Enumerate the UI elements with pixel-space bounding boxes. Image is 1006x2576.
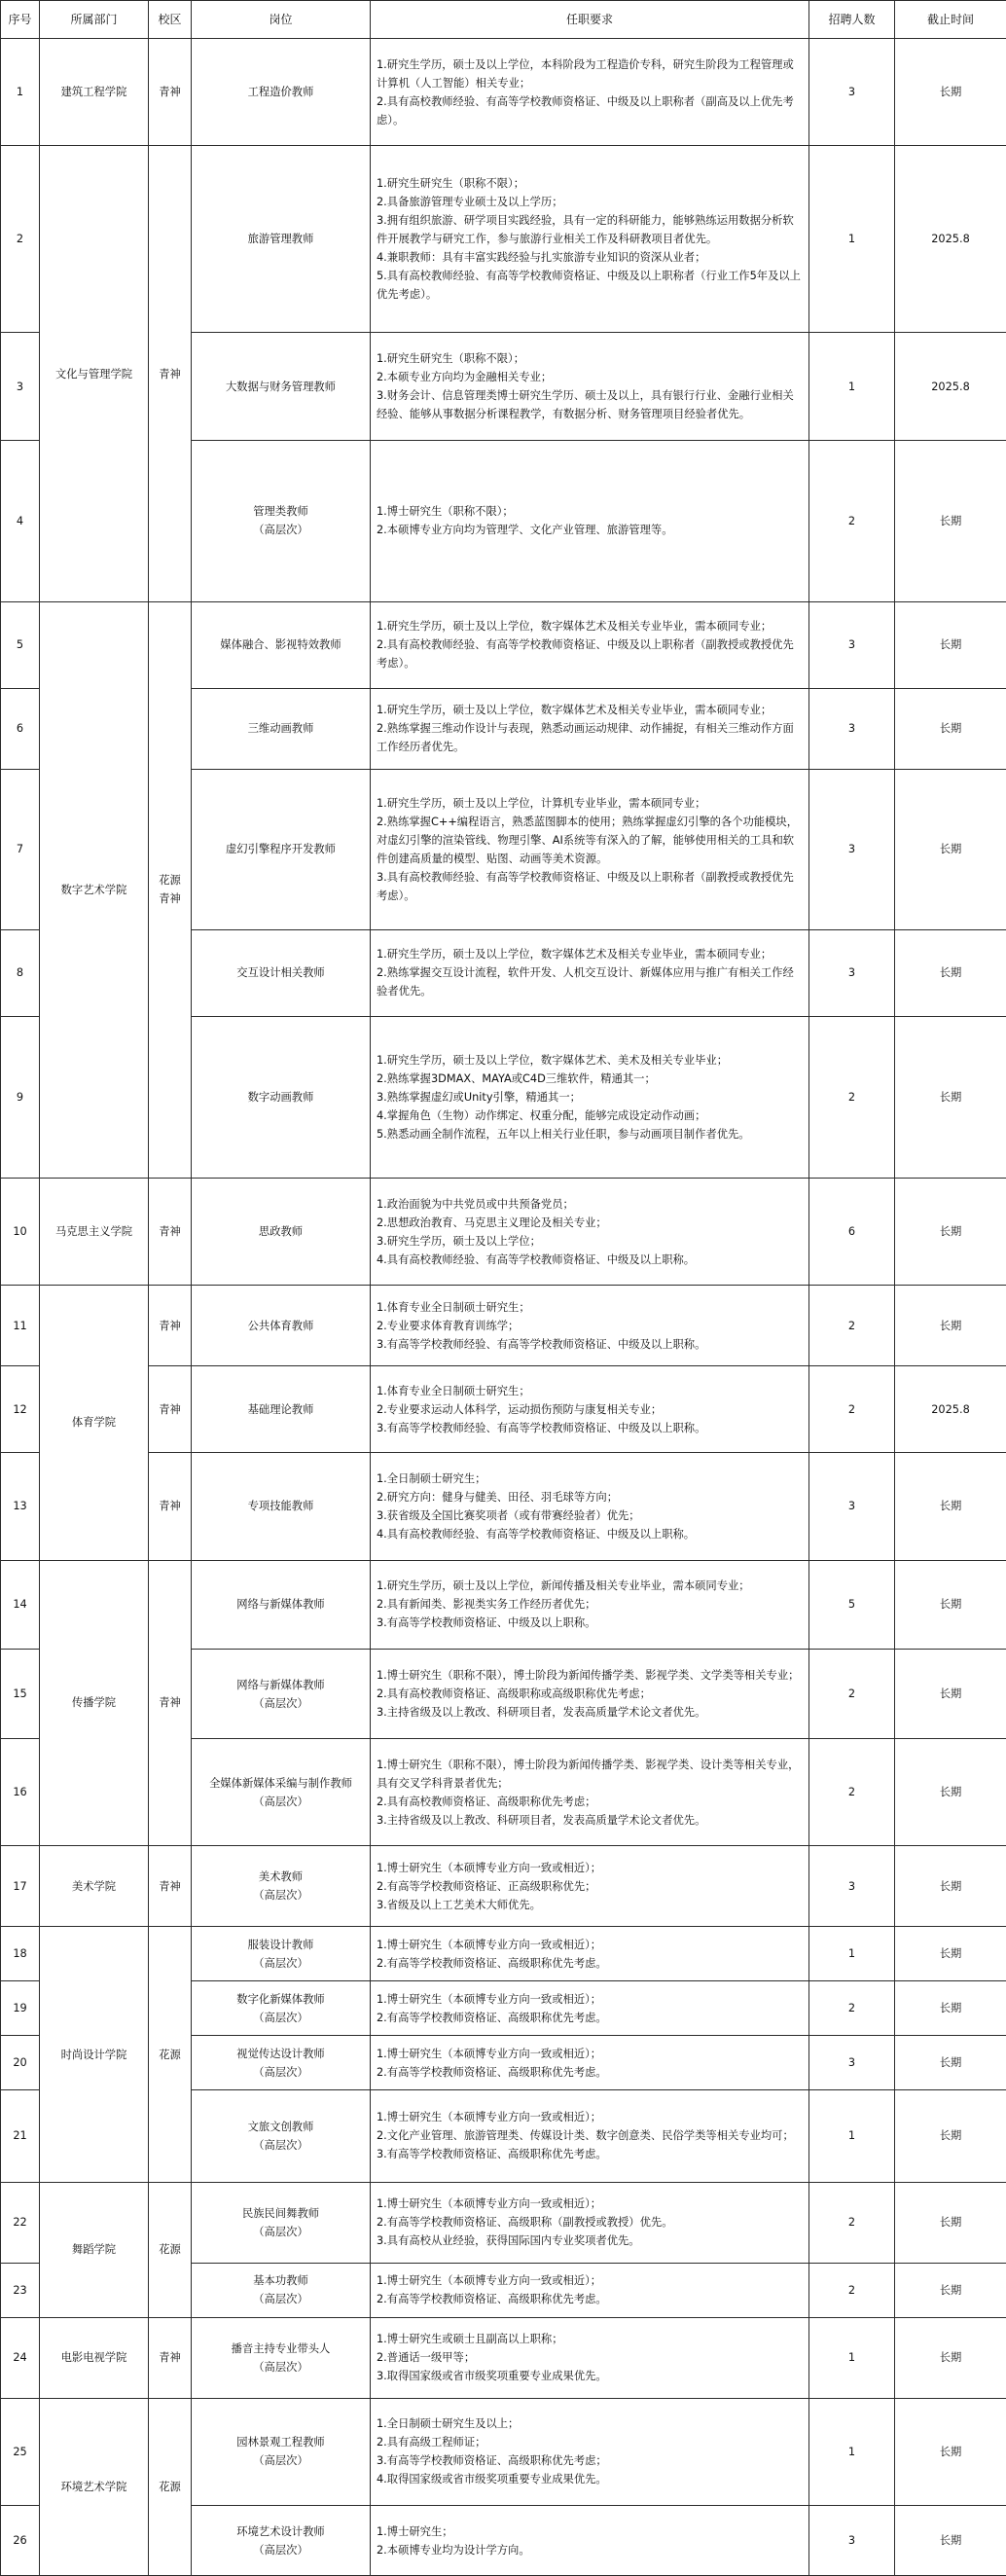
requirement-line: 3.省级及以上工艺美术大师优先。 [377,1898,541,1911]
count-cell: 1 [809,333,895,440]
requirement-line: 3.具有高校从业经验，获得国际国内专业奖项者优先。 [377,2234,640,2248]
row-number-cell: 26 [1,2506,40,2576]
requirements-cell [371,1650,809,1739]
requirement-line: 2.具有高校教师经验、有高等学校教师资格证、中级及以上职称者（副教授或教授优先考虑）。 [377,638,794,671]
department-cell: 体育学院 [40,1286,149,1560]
department-cell: 电影电视学院 [40,2317,149,2398]
table-row [1,146,1006,333]
requirement-line: 1.博士研究生（本硕博专业方向一致或相近）； [377,1992,602,2006]
table-row [1,1453,1006,1560]
position-level: （高层次） [253,524,308,537]
requirement-line: 4.掌握角色（生物）动作绑定、权重分配，能够完成设定动作动画； [377,1108,706,1122]
position-name: 数字化新媒体教师 [236,1992,325,2006]
deadline-cell: 长期 [895,2090,1006,2183]
requirements-cell [371,2090,809,2183]
deadline-cell: 2025.8 [895,1366,1006,1453]
requirement-line: 3.具有高校教师经验、有高等学校教师资格证、中级及以上职称者（副教授或教授优先考虑）。 [377,870,794,902]
table-row [1,2182,1006,2263]
requirement-line: 1.博士研究生； [377,2524,453,2538]
position-cell [192,1846,371,1927]
campus-cell: 青神 [149,1453,192,1560]
count-cell: 2 [809,440,895,601]
position-level: （高层次） [253,2065,308,2079]
requirement-line: 2.本硕博专业方向均为管理学、文化产业管理、旅游管理等。 [377,524,673,537]
department-cell: 传播学院 [40,1560,149,1846]
position-level: （高层次） [253,1956,308,1970]
campus-cell: 花源 [149,2182,192,2317]
deadline-cell: 长期 [895,2506,1006,2576]
deadline-cell: 长期 [895,1650,1006,1739]
requirement-line: 1.全日制硕士研究生及以上； [377,2417,520,2431]
position-cell [192,1453,371,1560]
requirement-line: 2.有高等学校教师资格证、正高级职称优先； [377,1879,596,1893]
requirement-line: 3.有高等学校教师资格证、高级职称优先考虑； [377,2454,607,2468]
requirement-line: 1.研究生学历，硕士及以上学位，计算机专业毕业，需本硕同专业； [377,796,706,810]
position-name: 旅游管理教师 [247,233,314,246]
position-cell [192,1560,371,1650]
department-cell: 美术学院 [40,1846,149,1927]
requirements-cell [371,2036,809,2090]
header-deadline: 截止时间 [895,1,1006,39]
requirements-cell [371,2182,809,2263]
deadline-cell: 长期 [895,1927,1006,1981]
deadline-cell: 长期 [895,39,1006,146]
count-cell: 2 [809,1981,895,2036]
table-row [1,1178,1006,1285]
requirement-line: 3.拥有组织旅游、研学项目实践经验，具有一定的科研能力，能够熟练运用数据分析软件开展教学与研究工作，参与旅游行业相关工作及科研教项目者优先。 [377,214,794,246]
campus-cell: 青神 [149,2317,192,2398]
requirement-line: 2.本硕博专业均为设计学方向。 [377,2543,530,2557]
requirement-line: 1.研究生学历，硕士及以上学位，数字媒体艺术及相关专业毕业，需本硕同专业； [377,948,772,961]
requirement-line: 2.专业要求体育教育训练学； [377,1319,520,1332]
requirement-line: 1.全日制硕士研究生； [377,1471,486,1485]
position-name: 视觉传达设计教师 [236,2047,325,2060]
department-cell: 数字艺术学院 [40,601,149,1178]
requirement-line: 2.熟练掌握C++编程语言，熟悉蓝图脚本的使用；熟练掌握虚幻引擎的各个功能模块，对虚幻引擎的渲染管线、物理引擎、AI系统等有深入的了解，能够使用相关的工具和软件创建高质量的模型、贴图、动画等美术资源。 [377,815,798,865]
row-number-cell: 12 [1,1366,40,1453]
requirement-line: 2.熟练掌握交互设计流程，软件开发、人机交互设计、新媒体应用与推广有相关工作经验者优先。 [377,966,794,998]
requirement-line: 1.研究生学历，硕士及以上学位，数字媒体艺术、美术及相关专业毕业； [377,1053,728,1067]
requirement-line: 4.具有高校教师经验、有高等学校教师资格证、中级及以上职称。 [377,1527,696,1541]
position-name: 网络与新媒体教师 [236,1598,325,1612]
requirement-line: 2.有高等学校教师资格证、高级职称优先考虑。 [377,2011,607,2024]
requirements-cell [371,2263,809,2317]
table-row [1,39,1006,146]
campus-cell: 花源 [149,1927,192,2182]
requirement-line: 2.本硕专业方向均为金融相关专业； [377,371,553,384]
count-cell: 2 [809,1366,895,1453]
position-name: 播音主持专业带头人 [231,2341,331,2355]
requirement-line: 5.熟悉动画全制作流程，五年以上相关行业任职，参与动画项目制作者优先。 [377,1127,750,1141]
deadline-cell: 长期 [895,1560,1006,1650]
campus-cell: 花源 青神 [149,601,192,1178]
position-cell [192,1981,371,2036]
requirement-line: 2.有高等学校教师资格证、高级职称优先考虑。 [377,1956,607,1970]
position-name: 基本功教师 [253,2274,308,2288]
requirements-cell [371,929,809,1016]
requirements-cell [371,1178,809,1285]
deadline-cell: 长期 [895,440,1006,601]
requirement-line: 1.博士研究生（职称不限），博士阶段为新闻传播学类、影视学类、设计类等相关专业，具有交叉学科背景者优先； [377,1758,800,1790]
requirement-line: 1.研究生学历，硕士及以上学位，本科阶段为工程造价专科，研究生阶段为工程管理或计算机（人工智能）相关专业； [377,57,794,90]
requirement-line: 1.研究生学历，硕士及以上学位，数字媒体艺术及相关专业毕业，需本硕同专业； [377,704,772,717]
position-name: 美术教师 [258,1870,304,1884]
department-cell: 马克思主义学院 [40,1178,149,1285]
requirement-line: 2.具备旅游管理专业硕士及以上学历； [377,196,563,209]
row-number-cell: 24 [1,2317,40,2398]
position-name: 文旅文创教师 [247,2120,314,2133]
header-count: 招聘人数 [809,1,895,39]
campus-cell: 青神 [149,1178,192,1285]
requirements-cell [371,2317,809,2398]
header-campus: 校区 [149,1,192,39]
row-number-cell: 6 [1,688,40,769]
requirement-line: 1.体育专业全日制硕士研究生； [377,1384,530,1397]
position-cell [192,769,371,929]
requirement-line: 4.取得国家级或省市级奖项重要专业成果优先。 [377,2473,607,2486]
position-cell [192,146,371,333]
table-row [1,1286,1006,1366]
count-cell: 2 [809,2263,895,2317]
requirement-line: 2.熟练掌握3DMAX、MAYA或C4D三维软件，精通其一； [377,1071,656,1085]
position-name: 虚幻引擎程序开发教师 [226,843,336,856]
position-level: （高层次） [253,2454,308,2468]
requirement-line: 3.财务会计、信息管理类博士研究生学历、硕士及以上，具有银行行业、金融行业相关经验、能够从事数据分析课程教学，有数据分析、财务管理项目经验者优先。 [377,389,794,421]
count-cell: 6 [809,1178,895,1285]
position-cell [192,2263,371,2317]
campus-cell: 青神 [149,1846,192,1927]
row-number-cell: 25 [1,2398,40,2505]
count-cell: 1 [809,146,895,333]
position-name: 公共体育教师 [247,1319,314,1332]
requirement-line: 3.熟练掌握虚幻或Unity引擎，精通其一； [377,1090,581,1104]
requirement-line: 1.博士研究生（本硕博专业方向一致或相近）； [377,2274,602,2288]
deadline-cell: 长期 [895,2398,1006,2505]
position-name: 工程造价教师 [247,86,314,99]
requirement-line: 2.具有高校教师资格证、高级职称或高级职称优先考虑； [377,1687,651,1701]
requirement-line: 2.文化产业管理、旅游管理类、传媒设计类、数字创意类、民俗学类等相关专业均可； [377,2129,794,2143]
requirements-cell [371,1927,809,1981]
deadline-cell: 长期 [895,2182,1006,2263]
requirement-line: 3.有高等学校教师资格证、中级及以上职称。 [377,1616,596,1630]
position-cell [192,1650,371,1739]
count-cell: 1 [809,1927,895,1981]
requirement-line: 2.普通话一级甲等； [377,2351,476,2365]
requirement-line: 1.博士研究生或硕士且副高以上职称； [377,2333,563,2346]
position-name: 管理类教师 [253,505,308,519]
department-cell: 时尚设计学院 [40,1927,149,2182]
requirement-line: 3.有高等学校教师经验、有高等学校教师资格证、中级及以上职称。 [377,1337,706,1351]
table-row [1,2398,1006,2505]
count-cell: 3 [809,39,895,146]
deadline-cell: 长期 [895,2263,1006,2317]
row-number-cell: 17 [1,1846,40,1927]
deadline-cell: 2025.8 [895,333,1006,440]
position-cell [192,929,371,1016]
count-cell: 3 [809,1453,895,1560]
requirement-line: 3.主持省级及以上教改、科研项目者，发表高质量学术论文者优先。 [377,1813,706,1827]
count-cell: 2 [809,1016,895,1178]
row-number-cell: 15 [1,1650,40,1739]
row-number-cell: 3 [1,333,40,440]
table-row [1,1366,1006,1453]
requirements-cell [371,2398,809,2505]
requirement-line: 1.研究生学历，硕士及以上学位，数字媒体艺术及相关专业毕业，需本硕同专业； [377,620,772,634]
campus-cell: 青神 [149,39,192,146]
position-cell [192,2182,371,2263]
deadline-cell: 长期 [895,1453,1006,1560]
position-name: 交互设计相关教师 [236,966,325,980]
department-cell: 文化与管理学院 [40,146,149,602]
row-number-cell: 8 [1,929,40,1016]
requirement-line: 2.有高等学校教师资格证、高级职称优先考虑。 [377,2293,607,2306]
row-number-cell: 13 [1,1453,40,1560]
requirement-line: 2.具有高级工程师证； [377,2436,486,2449]
count-cell: 2 [809,1286,895,1366]
row-number-cell: 14 [1,1560,40,1650]
table-row [1,1927,1006,1981]
deadline-cell: 长期 [895,601,1006,688]
position-cell [192,2090,371,2183]
requirement-line: 1.体育专业全日制硕士研究生； [377,1300,530,1314]
position-cell [192,1016,371,1178]
position-level: （高层次） [253,1889,308,1903]
deadline-cell: 长期 [895,1178,1006,1285]
requirement-line: 1.博士研究生（本硕博专业方向一致或相近）； [377,1861,602,1874]
requirement-line: 1.研究生研究生（职称不限）； [377,352,524,366]
count-cell: 1 [809,2090,895,2183]
count-cell: 3 [809,769,895,929]
campus-cell: 青神 [149,1366,192,1453]
requirement-line: 2.思想政治教育、马克思主义理论及相关专业； [377,1215,607,1229]
requirement-line: 2.有高等学校教师资格证、高级职称优先考虑。 [377,2065,607,2079]
header-row [1,1,1006,39]
position-cell [192,2398,371,2505]
header-requirements: 任职要求 [371,1,809,39]
position-cell [192,2506,371,2576]
position-level: （高层次） [253,2225,308,2238]
requirement-line: 2.具有高校教师经验、有高等学校教师资格证、中级及以上职称者（副高及以上优先考虑）。 [377,94,794,127]
position-name: 基础理论教师 [247,1402,314,1416]
requirements-cell [371,1846,809,1927]
deadline-cell: 长期 [895,1016,1006,1178]
row-number-cell: 20 [1,2036,40,2090]
requirement-line: 1.研究生研究生（职称不限）； [377,177,524,191]
requirements-cell [371,333,809,440]
count-cell: 3 [809,2506,895,2576]
requirements-cell [371,1016,809,1178]
requirements-cell [371,39,809,146]
position-cell [192,333,371,440]
deadline-cell: 长期 [895,1286,1006,1366]
row-number-cell: 23 [1,2263,40,2317]
requirement-line: 1.博士研究生（本硕博专业方向一致或相近）； [377,2047,602,2060]
position-name: 网络与新媒体教师 [236,1678,325,1691]
position-cell [192,1286,371,1366]
position-cell [192,688,371,769]
requirements-cell [371,688,809,769]
requirement-line: 3.有高等学校教师经验、有高等学校教师资格证、中级及以上职称。 [377,1421,706,1434]
requirement-line: 2.研究方向：健身与健美、田径、羽毛球等方向； [377,1490,619,1504]
table-row [1,1846,1006,1927]
requirement-line: 3.研究生学历，硕士及以上学位； [377,1234,541,1248]
position-name: 环境艺术设计教师 [236,2524,325,2538]
row-number-cell: 1 [1,39,40,146]
count-cell: 3 [809,929,895,1016]
header-department: 所属部门 [40,1,149,39]
position-name: 三维动画教师 [247,722,314,736]
requirement-line: 1.研究生学历，硕士及以上学位，新闻传播及相关专业毕业，需本硕同专业； [377,1579,750,1593]
requirement-line: 1.博士研究生（职称不限）； [377,505,514,519]
requirement-line: 3.有高等学校教师资格证、高级职称优先考虑。 [377,2148,607,2161]
requirements-cell [371,440,809,601]
position-name: 全媒体新媒体采编与制作教师 [209,1776,352,1790]
position-cell [192,1738,371,1845]
row-number-cell: 10 [1,1178,40,1285]
requirement-line: 3.获省级及全国比赛奖项者（或有带赛经验者）优先； [377,1508,640,1522]
requirement-line: 2.具有新闻类、影视类实务工作经历者优先； [377,1598,596,1612]
position-level: （高层次） [253,2138,308,2152]
requirements-cell [371,1738,809,1845]
requirement-line: 2.有高等学校教师资格证、高级职称（副教授或教授）优先。 [377,2216,673,2230]
department-cell: 舞蹈学院 [40,2182,149,2317]
requirements-cell [371,1453,809,1560]
table-row [1,601,1006,688]
row-number-cell: 16 [1,1738,40,1845]
campus-cell: 花源 [149,2398,192,2575]
count-cell: 1 [809,2317,895,2398]
position-name: 大数据与财务管理教师 [226,380,336,393]
row-number-cell: 11 [1,1286,40,1366]
table-body [1,39,1006,2576]
requirements-cell [371,146,809,333]
deadline-cell: 长期 [895,1738,1006,1845]
deadline-cell: 长期 [895,688,1006,769]
department-cell: 建筑工程学院 [40,39,149,146]
requirements-cell [371,769,809,929]
row-number-cell: 19 [1,1981,40,2036]
count-cell: 5 [809,1560,895,1650]
requirement-line: 2.熟练掌握三维动作设计与表现，熟悉动画运动规律、动作捕捉，有相关三维动作方面工作经历者优先。 [377,722,794,754]
deadline-cell: 长期 [895,769,1006,929]
deadline-cell: 长期 [895,929,1006,1016]
deadline-cell: 长期 [895,1846,1006,1927]
row-number-cell: 7 [1,769,40,929]
count-cell: 2 [809,1738,895,1845]
requirement-line: 1.政治面貌为中共党员或中共预备党员； [377,1197,574,1211]
position-name: 思政教师 [258,1225,304,1239]
position-name: 园林景观工程教师 [236,2436,325,2449]
position-level: （高层次） [253,1795,308,1808]
requirement-line: 1.博士研究生（本硕博专业方向一致或相近）； [377,2111,602,2124]
requirement-line: 2.具有高校教师资格证、高级职称优先考虑； [377,1795,596,1808]
position-name: 媒体融合、影视特效教师 [220,638,341,652]
requirement-line: 4.兼职教师：具有丰富实践经验与扎实旅游专业知识的资深从业者； [377,251,706,265]
position-cell [192,39,371,146]
department-cell: 环境艺术学院 [40,2398,149,2575]
requirements-cell [371,1366,809,1453]
deadline-cell: 长期 [895,2036,1006,2090]
row-number-cell: 22 [1,2182,40,2263]
position-cell [192,1178,371,1285]
row-number-cell: 5 [1,601,40,688]
requirements-cell [371,1560,809,1650]
deadline-cell: 2025.8 [895,146,1006,333]
row-number-cell: 21 [1,2090,40,2183]
table-row [1,2317,1006,2398]
position-level: （高层次） [253,2360,308,2374]
position-level: （高层次） [253,2543,308,2557]
position-cell [192,601,371,688]
requirement-line: 2.专业要求运动人体科学，运动损伤预防与康复相关专业； [377,1402,663,1416]
count-cell: 3 [809,2036,895,2090]
count-cell: 3 [809,688,895,769]
requirement-line: 5.具有高校教师经验、有高等学校教师资格证、中级及以上职称者（行业工作5年及以上优先考虑）。 [377,270,801,302]
requirement-line: 1.博士研究生（本硕博专业方向一致或相近）； [377,1938,602,1951]
requirements-cell [371,601,809,688]
requirements-cell [371,1286,809,1366]
requirement-line: 3.主持省级及以上教改、科研项目者，发表高质量学术论文者优先。 [377,1706,706,1720]
position-level: （高层次） [253,2293,308,2306]
campus-cell: 青神 [149,146,192,602]
position-level: （高层次） [253,2011,308,2024]
position-cell [192,440,371,601]
table-row [1,1560,1006,1650]
count-cell: 2 [809,2182,895,2263]
count-cell: 3 [809,601,895,688]
requirement-line: 1.博士研究生（职称不限），博士阶段为新闻传播学类、影视学类、文学类等相关专业； [377,1669,800,1683]
count-cell: 2 [809,1650,895,1739]
position-level: （高层次） [253,1696,308,1710]
position-name: 专项技能教师 [247,1500,314,1513]
requirements-cell [371,2506,809,2576]
header-position: 岗位 [192,1,371,39]
position-cell [192,1927,371,1981]
position-name: 数字动画教师 [247,1090,314,1104]
count-cell: 3 [809,1846,895,1927]
campus-cell: 青神 [149,1286,192,1366]
deadline-cell: 长期 [895,1981,1006,2036]
requirements-cell [371,1981,809,2036]
requirement-line: 3.取得国家级或省市级奖项重要专业成果优先。 [377,2370,607,2383]
position-name: 民族民间舞教师 [241,2206,320,2220]
requirement-line: 4.具有高校教师经验、有高等学校教师资格证、中级及以上职称。 [377,1252,696,1266]
position-cell [192,2317,371,2398]
row-number-cell: 9 [1,1016,40,1178]
header-no: 序号 [1,1,40,39]
row-number-cell: 2 [1,146,40,333]
deadline-cell: 长期 [895,2317,1006,2398]
count-cell: 1 [809,2398,895,2505]
position-name: 服装设计教师 [247,1938,314,1951]
requirement-line: 1.博士研究生（本硕博专业方向一致或相近）； [377,2197,602,2211]
position-cell [192,2036,371,2090]
campus-cell: 青神 [149,1560,192,1846]
position-cell [192,1366,371,1453]
row-number-cell: 4 [1,440,40,601]
row-number-cell: 18 [1,1927,40,1981]
